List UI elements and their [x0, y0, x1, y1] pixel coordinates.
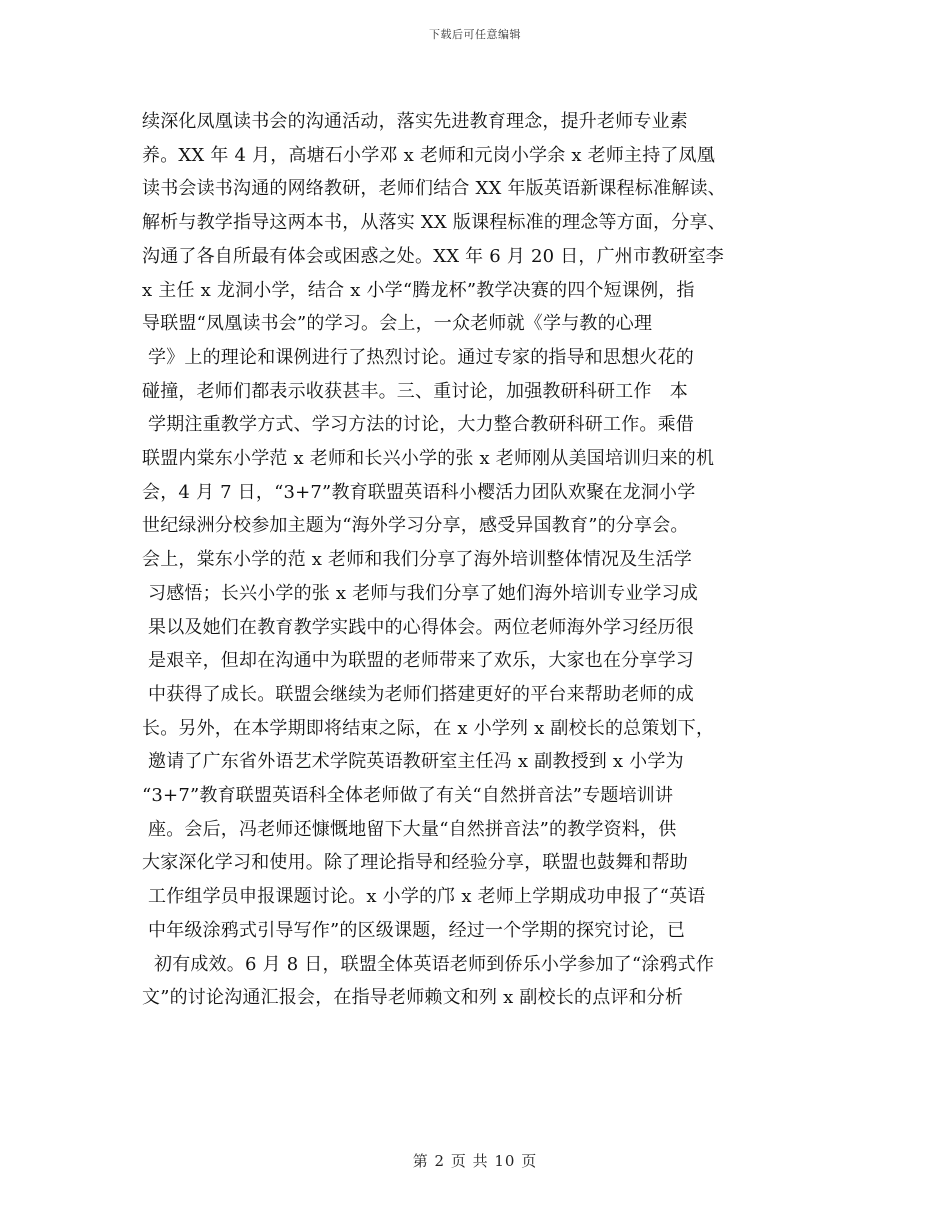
text-line: 初有成效。6 月 8 日，联盟全体英语老师到侨乐小学参加了“涂鸦式作	[154, 953, 715, 975]
text-line: “3+7”教育联盟英语科全体老师做了有关“自然拼音法”专题培训讲	[142, 785, 674, 806]
text-line: 中年级涂鸦式引导写作”的区级课题，经过一个学期的探究讨论，已	[148, 919, 686, 941]
text-line: 是艰辛，但却在沟通中为联盟的老师带来了欢乐，大家也在分享学习	[148, 650, 694, 672]
text-line: 果以及她们在教育教学实践中的心得体会。两位老师海外学习经历很	[148, 616, 694, 638]
text-line: 中获得了成长。联盟会继续为老师们搭建更好的平台来帮助老师的成	[148, 683, 694, 705]
text-line: 碰撞，老师们都表示收获甚丰。三、重讨论，加强教研科研工作 本	[142, 380, 688, 402]
page-header: 下载后可任意编辑	[429, 28, 521, 41]
text-line: 习感悟；长兴小学的张 x 老师与我们分享了她们海外培训专业学习成	[148, 582, 698, 604]
text-line: x 主任 x 龙洞小学，结合 x 小学“腾龙杯”教学决赛的四个短课例，指	[142, 279, 695, 301]
text-line: 解析与教学指导这两本书，从落实 XX 版课程标准的理念等方面，分享、	[142, 212, 726, 234]
text-line: 续深化凤凰读书会的沟通活动，落实先进教育理念，提升老师专业素	[142, 111, 688, 132]
text-line: 世纪绿洲分校参加主题为“海外学习分享，感受异国教育”的分享会。	[142, 515, 689, 537]
text-line: 会上，棠东小学的范 x 老师和我们分享了海外培训整体情况及生活学	[142, 549, 692, 571]
text-line: 联盟内棠东小学范 x 老师和长兴小学的张 x 老师刚从美国培训归来的机	[142, 448, 715, 469]
page-footer: 第 2 页 共 10 页	[412, 1152, 538, 1170]
text-line: 会，4 月 7 日，“3+7”教育联盟英语科小樱活力团队欢聚在龙洞小学	[142, 481, 696, 503]
text-line: 文”的讨论沟通汇报会，在指导老师赖文和列 x 副校长的点评和分析	[142, 987, 684, 1009]
text-line: 读书会读书沟通的网络教研，老师们结合 XX 年版英语新课程标准解读、	[142, 178, 726, 200]
text-line: 学》上的理论和课例进行了热烈讨论。通过专家的指导和思想火花的	[148, 346, 694, 368]
text-line: 长。另外，在本学期即将结束之际，在 x 小学列 x 副校长的总策划下，	[142, 717, 715, 739]
text-line: 大家深化学习和使用。除了理论指导和经验分享，联盟也鼓舞和帮助	[142, 852, 688, 874]
text-line: 养。XX 年 4 月，高塘石小学邓 x 老师和元岗小学余 x 老师主持了凤凰	[142, 144, 716, 166]
text-line: 沟通了各自所最有体会或困惑之处。XX 年 6 月 20 日，广州市教研室李	[142, 245, 724, 267]
text-line: 邀请了广东省外语艺术学院英语教研室主任冯 x 副教授到 x 小学为	[148, 751, 684, 773]
text-line: 学期注重教学方式、学习方法的讨论，大力整合教研科研工作。乘借	[148, 414, 694, 436]
text-line: 导联盟“凤凰读书会”的学习。会上，一众老师就《学与教的心理	[142, 313, 653, 335]
text-line: 座。会后，冯老师还慷慨地留下大量“自然拼音法”的教学资料，供	[148, 818, 677, 840]
text-line: 工作组学员申报课题讨论。x 小学的邝 x 老师上学期成功申报了“英语	[148, 886, 706, 908]
